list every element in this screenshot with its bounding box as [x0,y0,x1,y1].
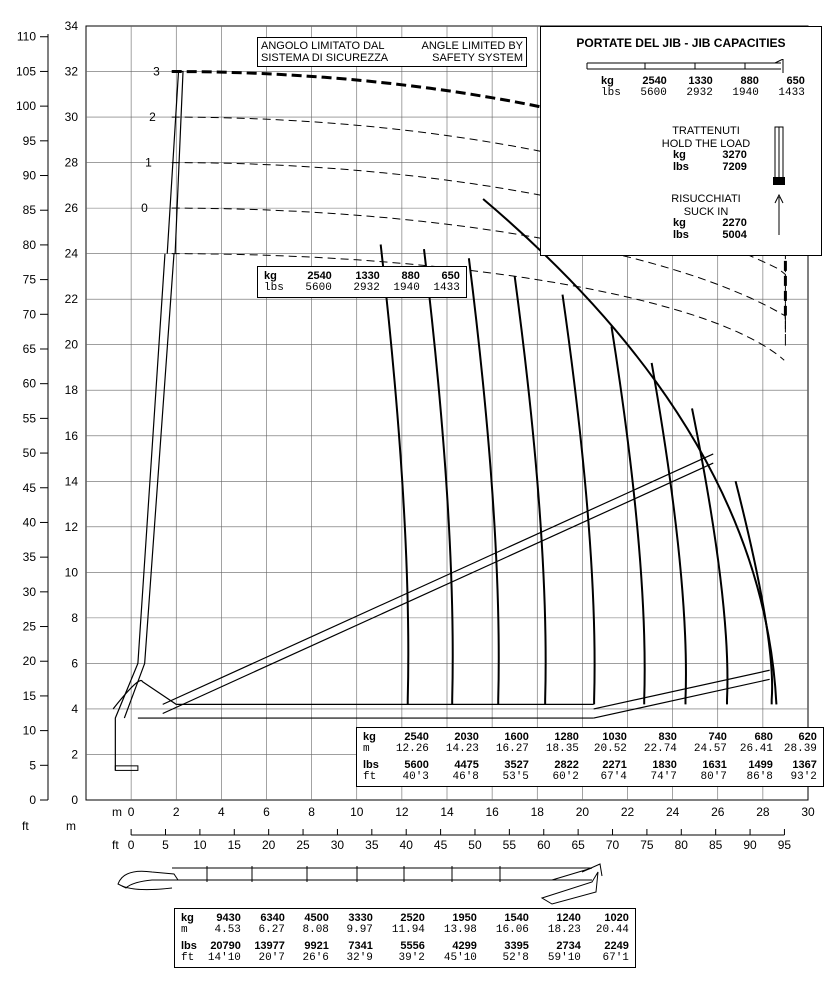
y-tick-ft-10: 50 [22,446,36,461]
x-tick-ft-5: 25 [296,838,310,852]
x-tick-m-8: 16 [485,805,499,819]
y-tick-m-14: 28 [64,155,78,170]
x-tick-m-2: 4 [218,805,225,819]
bottom-lbs-3: 9921 [304,940,329,952]
jib-kg-1: 2540 [642,75,667,87]
bottom-m-7: 16.06 [495,924,529,936]
y-tick-m-1: 2 [71,747,78,762]
main-kg-7: 740 [708,731,727,743]
x-tick-m-9: 18 [530,805,544,819]
x-tick-ft-8: 40 [399,838,413,852]
bottom-kg-1: 9430 [216,912,241,924]
main-lbs-7: 1631 [702,759,727,771]
reach-curve-4 [515,276,546,704]
y-tick-ft-11: 55 [22,411,36,426]
main-m-3: 16.27 [495,743,529,755]
x-tick-m-15: 30 [801,805,815,819]
x-tick-m-0: 0 [127,805,135,819]
y-tick-m-5: 10 [64,565,78,580]
main-kg-6: 830 [658,731,677,743]
y-tick-m-16: 32 [64,64,78,79]
x-tick-m-11: 22 [620,805,635,819]
x-tick-ft-2: 10 [193,838,207,852]
y-tick-m-4: 8 [71,610,78,625]
hold-load-icon [769,125,789,187]
bottom-kg-6: 1950 [452,912,477,924]
main-ft-7: 80'7 [700,771,727,783]
reach-curve-8 [692,408,727,704]
x-tick-ft-18: 90 [743,838,757,852]
angle-label-0: 0 [141,201,148,216]
suck-lbs-label: lbs [673,229,689,241]
main-capacity-table [356,727,824,787]
suck-in-arrow-icon [771,193,787,237]
bottom-m-4: 9.97 [346,924,373,936]
x-tick-ft-10: 50 [468,838,482,852]
jib-lbs-1: 5600 [640,87,667,99]
bottom-ft-4: 32'9 [346,952,373,964]
x-tick-ft-0: 0 [127,838,135,852]
main-kg-label: kg [363,731,376,743]
angle-limit-note [257,37,527,67]
x-tick-ft-7: 35 [365,838,379,852]
diag-boom-bottom [163,463,714,713]
main-boom-outer [115,254,165,771]
reach-curve-5 [563,295,595,705]
jib-kg-2: 1330 [688,75,713,87]
y-tick-m-9: 18 [64,383,78,398]
y-tick-ft-5: 25 [22,619,36,634]
jib-capacity-table [597,75,809,99]
main-lbs-9: 1367 [792,759,817,771]
bottom-kg-8: 1240 [556,912,581,924]
folded-crane-drawing [112,858,612,908]
angle-note-it-line2: SISTEMA DI SICUREZZA [261,52,389,64]
suck-in-section [651,193,761,219]
main-ft-4: 60'2 [552,771,579,783]
main-kg-8: 680 [754,731,773,743]
hold-load-section [651,125,761,151]
y-tick-ft-1: 5 [29,758,36,773]
y-tick-m-6: 12 [64,519,78,534]
x-tick-ft-14: 70 [605,838,620,852]
bottom-lbs-9: 2249 [604,940,629,952]
bottom-m-label: m [181,924,188,936]
jib-capacities-panel [540,26,822,256]
bottom-ft-8: 59'10 [547,952,581,964]
bottom-m-3: 8.08 [302,924,329,936]
reach-curve-2 [424,249,453,704]
mid-kg-3: 880 [401,270,420,282]
x-tick-m-4: 8 [308,805,315,819]
main-ft-9: 93'2 [790,771,817,783]
main-lbs-label: lbs [363,759,379,771]
angle-note-en [422,40,523,64]
jib-extension [594,670,770,718]
angle-note-it [261,40,388,64]
hold-label-it: TRATTENUTI [672,125,740,137]
main-m-4: 18.35 [545,743,579,755]
bottom-lbs-5: 5556 [400,940,425,952]
y-tick-ft-15: 75 [22,272,36,287]
main-m-6: 22.74 [643,743,677,755]
y-tick-ft-8: 40 [22,515,36,530]
bottom-kg-5: 2520 [400,912,425,924]
jib-icon [585,59,785,73]
jib-lbs-2: 2932 [686,87,713,99]
x-tick-ft-3: 15 [227,838,241,852]
main-lbs-1: 5600 [404,759,429,771]
angle-note-it-line1: ANGOLO LIMITATO DAL [261,40,385,52]
bottom-lbs-2: 13977 [254,940,285,952]
main-lbs-5: 2271 [602,759,627,771]
mid-lbs-label: lbs [264,282,284,294]
y-tick-m-8: 16 [64,428,78,443]
main-m-5: 20.52 [593,743,627,755]
jib-kg-label: kg [601,75,614,87]
hold-lbs-label: lbs [673,161,689,173]
x-tick-ft-6: 30 [330,838,345,852]
y-tick-ft-0: 0 [29,793,36,807]
main-ft-6: 74'7 [650,771,677,783]
y-tick-ft-17: 85 [22,203,36,218]
y-tick-ft-22: 110 [16,29,36,44]
mid-kg-label: kg [264,270,277,282]
bottom-lbs-1: 20790 [210,940,241,952]
bottom-lbs-7: 3395 [504,940,529,952]
mid-kg-4: 650 [441,270,460,282]
y-tick-ft-16: 80 [22,237,36,252]
bottom-ft-6: 45'10 [443,952,477,964]
angle-label-2: 2 [149,110,156,125]
suck-lbs-value: 5004 [722,229,747,241]
bottom-ft-9: 67'1 [602,952,629,964]
suck-label-en: SUCK IN [683,206,729,218]
main-ft-8: 86'8 [746,771,773,783]
x-tick-ft-16: 80 [674,838,688,852]
x-tick-m-7: 14 [440,805,454,819]
jib-kg-4: 650 [786,75,805,87]
bottom-m-9: 20.44 [595,924,629,936]
jib-lbs-label: lbs [601,87,621,99]
main-ft-1: 40'3 [402,771,429,783]
bottom-m-8: 18.23 [547,924,581,936]
jib-lbs-4: 1433 [778,87,805,99]
bottom-kg-2: 6340 [260,912,285,924]
angle-label-3: 3 [153,64,160,79]
jib-lbs-3: 1940 [732,87,759,99]
main-ft-2: 46'8 [452,771,479,783]
x-tick-m-5: 10 [350,805,364,819]
hold-lbs-value: 7209 [722,161,747,173]
y-tick-m-0: 0 [71,793,78,807]
main-m-label: m [363,743,370,755]
y-tick-m-13: 26 [64,201,78,216]
x-tick-m-1: 2 [172,805,180,819]
y-unit-ft: ft [22,819,29,833]
crane-base [115,766,138,771]
suck-in-table [669,217,751,241]
bottom-kg-7: 1540 [504,912,529,924]
bottom-ft-7: 52'8 [502,952,529,964]
x-unit-ft: ft [112,838,119,852]
x-tick-ft-13: 65 [571,838,585,852]
y-tick-ft-6: 30 [22,584,36,599]
main-lbs-6: 1830 [652,759,677,771]
bottom-m-2: 6.27 [258,924,285,936]
main-lbs-4: 2822 [554,759,579,771]
hold-kg-label: kg [673,149,686,161]
x-tick-m-13: 26 [711,805,725,819]
bottom-ft-1: 14'10 [207,952,241,964]
main-m-2: 14.23 [445,743,479,755]
mid-lbs-3: 1940 [393,282,420,294]
diag-boom-top [163,454,714,704]
main-ft-3: 53'5 [502,771,529,783]
y-tick-m-3: 6 [71,656,78,671]
angle-label-1: 1 [145,155,152,170]
main-kg-5: 1030 [602,731,627,743]
bottom-ft-2: 20'7 [258,952,285,964]
bottom-lbs-8: 2734 [556,940,581,952]
y-tick-ft-13: 65 [22,341,36,356]
x-unit-m: m [112,805,122,819]
mid-lbs-1: 5600 [305,282,332,294]
y-tick-ft-18: 90 [22,168,36,183]
bottom-kg-3: 4500 [304,912,329,924]
mid-kg-2: 1330 [355,270,380,282]
x-tick-ft-4: 20 [261,838,276,852]
main-kg-9: 620 [798,731,817,743]
x-tick-m-12: 24 [665,805,680,819]
jib-capacities-title: PORTATE DEL JIB - JIB CAPACITIES [576,36,786,50]
bottom-m-1: 4.53 [214,924,241,936]
bottom-kg-9: 1020 [604,912,629,924]
bottom-ft-label: ft [181,952,195,964]
bottom-ft-5: 39'2 [398,952,425,964]
x-tick-ft-12: 60 [537,838,551,852]
main-lbs-3: 3527 [504,759,529,771]
main-kg-4: 1280 [554,731,579,743]
x-tick-ft-15: 75 [640,838,654,852]
y-unit-m: m [66,819,76,833]
main-m-8: 26.41 [739,743,773,755]
main-m-7: 24.57 [693,743,727,755]
x-tick-ft-1: 5 [162,838,169,852]
reach-curve-1 [381,245,409,705]
mid-kg-1: 2540 [307,270,332,282]
y-tick-m-15: 30 [64,110,78,125]
x-tick-m-6: 12 [395,805,409,819]
y-tick-m-2: 4 [71,701,78,716]
y-tick-m-10: 20 [64,337,78,352]
bottom-lbs-4: 7341 [348,940,373,952]
bottom-kg-4: 3330 [348,912,373,924]
main-lbs-8: 1499 [748,759,773,771]
y-tick-ft-19: 95 [22,133,36,148]
y-tick-ft-7: 35 [22,550,36,565]
x-tick-ft-19: 95 [777,838,792,852]
y-tick-ft-2: 10 [22,723,36,738]
y-tick-ft-12: 60 [22,376,36,391]
y-tick-m-12: 24 [64,246,78,261]
suck-kg-label: kg [673,217,686,229]
x-tick-ft-11: 55 [502,838,517,852]
main-ft-5: 67'4 [600,771,627,783]
main-kg-3: 1600 [504,731,529,743]
y-tick-ft-3: 15 [22,688,36,703]
suck-label-it: RISUCCHIATI [671,193,741,205]
hold-label-en: HOLD THE LOAD [661,138,751,150]
mid-capacity-table [257,266,467,298]
angle-note-en-line2: SAFETY SYSTEM [432,52,523,64]
main-kg-2: 2030 [454,731,479,743]
bottom-m-6: 13.98 [443,924,477,936]
y-tick-ft-4: 20 [22,654,36,669]
x-tick-m-3: 6 [263,805,270,819]
bottom-m-5: 11.94 [391,924,425,936]
mid-lbs-2: 2932 [353,282,380,294]
mid-lbs-4: 1433 [433,282,460,294]
bottom-kg-label: kg [181,912,194,924]
hold-kg-value: 3270 [722,149,747,161]
main-m-1: 12.26 [395,743,429,755]
angle-note-en-line1: ANGLE LIMITED BY [421,40,523,52]
y-tick-ft-9: 45 [22,480,36,495]
bottom-lbs-label: lbs [181,940,197,952]
x-tick-m-10: 20 [575,805,590,819]
x-tick-m-14: 28 [756,805,770,819]
jib-kg-3: 880 [740,75,759,87]
bottom-ft-3: 26'6 [302,952,329,964]
reach-curve-7 [652,363,686,704]
x-tick-ft-17: 85 [708,838,723,852]
y-tick-m-7: 14 [64,474,78,489]
reach-curve-6 [611,326,644,704]
y-tick-m-11: 22 [64,292,78,307]
y-tick-ft-14: 70 [22,307,36,322]
bottom-lbs-6: 4299 [452,940,477,952]
y-tick-m-17: 34 [64,19,78,33]
main-m-9: 28.39 [783,743,817,755]
y-tick-ft-20: 100 [15,99,36,114]
bottom-capacity-table [174,908,636,968]
hold-load-table [669,149,751,173]
main-kg-1: 2540 [404,731,429,743]
main-lbs-2: 4475 [454,759,479,771]
x-tick-ft-9: 45 [433,838,448,852]
suck-kg-value: 2270 [722,217,747,229]
y-tick-ft-21: 105 [15,64,36,79]
main-ft-label: ft [363,771,377,783]
